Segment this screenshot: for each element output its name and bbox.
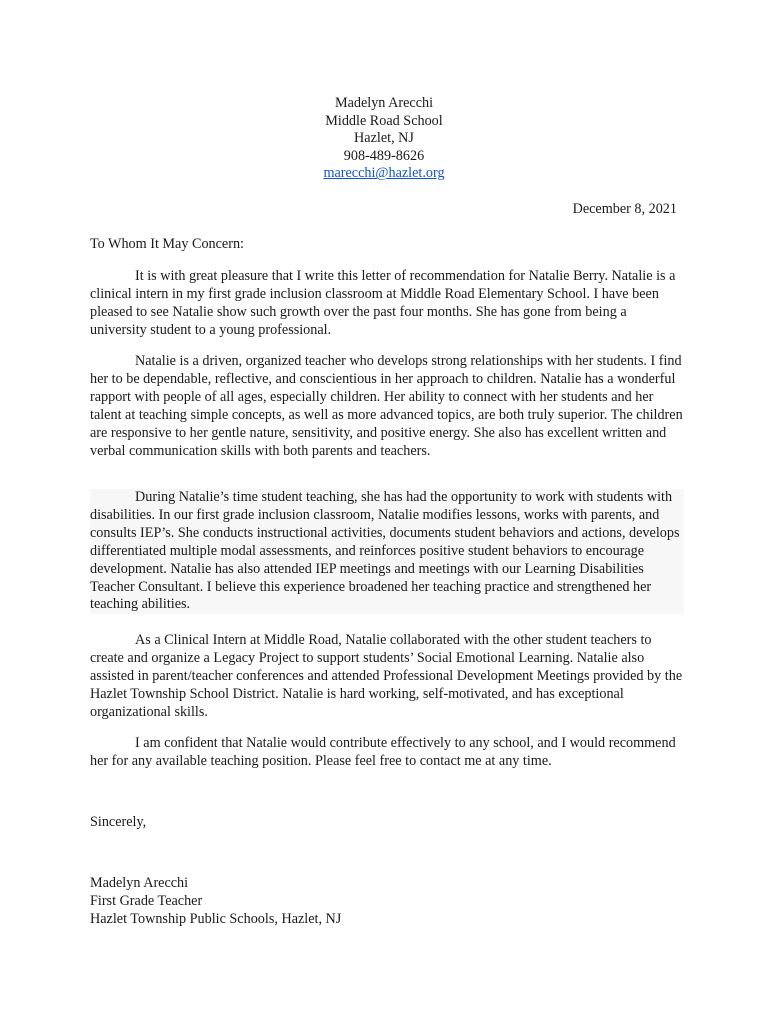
paragraph-5-text: I am confident that Natalie would contribute effectively to any school, and I would recommend her for any available teaching position. Please feel free to contact me at any time. bbox=[90, 735, 676, 769]
sender-phone: 908-489-8626 bbox=[343, 147, 425, 164]
signature-title: First Grade Teacher bbox=[90, 892, 203, 909]
sender-email-link[interactable]: marecchi@hazlet.org bbox=[323, 165, 445, 182]
signature-organization: Hazlet Township Public Schools, Hazlet, NJ bbox=[90, 910, 342, 927]
sender-name: Madelyn Arecchi bbox=[334, 95, 434, 111]
paragraph-1-text: It is with great pleasure that I write this letter of recommendation for Natalie Berry. Natalie is a clinical intern in my first grade inclusion classroom at Middle Road Elementary School. I have been pleased to see Natalie show such growth over the past four months. She has gone from being a university student to a young professional. bbox=[90, 268, 676, 338]
sender-location: Hazlet, NJ bbox=[354, 130, 414, 147]
sender-school: Middle Road School bbox=[325, 112, 443, 129]
paragraph-2-text: Natalie is a driven, organized teacher who develops strong relationships with her students. I find her to be dependable, reflective, and conscientious in her approach to children. Natalie has a wonderful rapport with people of all ages, especially children. Her ability to connect with her students and her talent at teaching simple concepts, as well as more advanced topics, are both truly superior. The children are responsive to her gentle nature, sensitivity, and positive energy. She also has excellent written and verbal communication skills with both parents and teachers. bbox=[90, 353, 683, 459]
signature-name: Madelyn Arecchi bbox=[90, 875, 189, 891]
letter-date: December 8, 2021 bbox=[572, 201, 677, 217]
letterhead bbox=[0, 95, 768, 183]
salutation: To Whom It May Concern: bbox=[90, 236, 244, 252]
signature-block bbox=[90, 875, 341, 929]
paragraph-3-text: During Natalie’s time student teaching, she has had the opportunity to work with students with disabilities. In our first grade inclusion classroom, Natalie modifies lessons, works with parents, and consults IEP’s. She conducts instructional activities, documents student behaviors and actions, develops differentiated multiple modal assessments, and reinforces positive student behaviors to encourage development. Natalie has also attended IEP meetings and meetings with our Learning Disabilities Teacher Consultant. I believe this experience broadened her teaching practice and strengthened her teaching abilities. bbox=[90, 489, 680, 613]
paragraph-2 bbox=[90, 353, 684, 460]
paragraph-5 bbox=[90, 735, 684, 771]
closing: Sincerely, bbox=[90, 814, 147, 830]
paragraph-3 bbox=[90, 489, 684, 614]
paragraph-4-text: As a Clinical Intern at Middle Road, Natalie collaborated with the other student teachers to create and organize a Legacy Project to support students’ Social Emotional Learning. Natalie also assisted in parent/teacher conferences and attended Professional Development Meetings provided by the Hazlet Township School District. Natalie is hard working, self-motivated, and has exceptional organizational skills. bbox=[90, 632, 683, 720]
paragraph-1 bbox=[90, 268, 684, 340]
paragraph-4 bbox=[90, 632, 684, 722]
